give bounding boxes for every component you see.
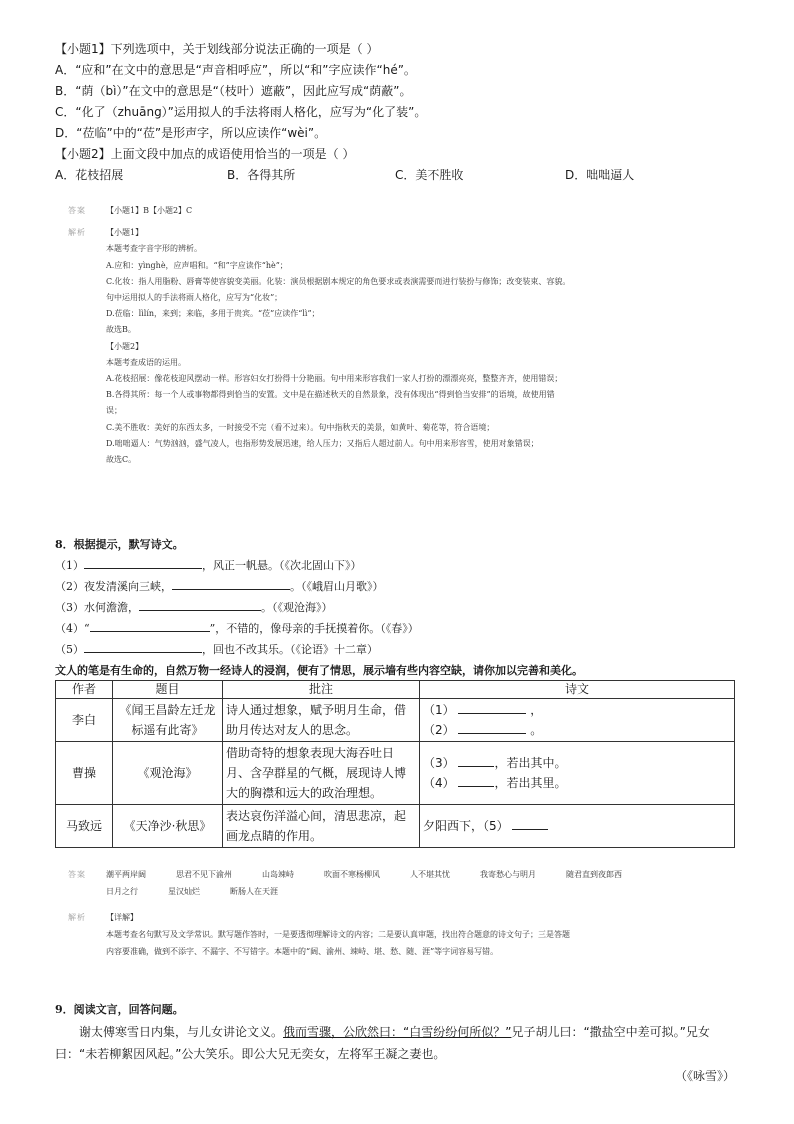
explanation-body [106,225,748,468]
question-9 [55,999,745,1087]
title-cell: 《天净沙·秋思》 [113,805,223,848]
dictation-item-1 [55,555,755,576]
answer-word: 吹面不寒杨柳风 [324,870,380,879]
answer-word: 日月之行 [106,887,138,896]
question-8 [55,534,755,681]
poem-exhibition-table [55,680,735,848]
subquestion-2-stem: 【小题2】上面文段中加点的成语使用恰当的一项是（ ） [55,147,355,161]
subquestion-1-stem: 【小题1】下列选项中，关于划线部分说法正确的一项是（ ） [55,42,379,56]
explanation-line: 故选B。 [106,325,136,335]
question-8-heading: 8．根据提示，默写诗文。 [55,538,184,551]
item-number: （4） [423,776,455,790]
explanation-line: D.咄咄逼人：气势汹汹，盛气凌人，也指形势发展迅速，给人压力；又指后人超过前人。句中用来形容雪，使用对象错误； [106,438,539,448]
exhibition-intro: 文人的笔是有生命的，自然万物一经诗人的浸润，便有了情思，展示墙有些内容空缺，请你加以完善和美化。 [55,664,583,677]
explanation-line: D.莅临：lìlín，来到；来临，多用于贵宾。“莅”应读作“lì”； [106,309,320,319]
option-d: D．“莅临”中的“莅”是形声字，所以应读作“wèi”。 [55,126,327,140]
dictation-item-3 [55,597,755,618]
item-text: （2）夜发清溪向三峡， [55,580,172,593]
answer-text: 【小题1】B【小题2】C [106,206,193,215]
answer-word: 思君不见下渝州 [176,870,232,879]
answer-tag: 答案 [68,206,86,215]
table-row [56,742,735,805]
table-row [56,805,735,848]
item-number: （1） [55,559,84,572]
header-note: 批注 [223,681,420,699]
dictation-item-4 [55,618,755,639]
blank-line[interactable] [84,556,202,569]
blank-line[interactable] [458,721,526,734]
passage-line-2: 曰：“未若柳絮因风起。”公大笑乐。即公大兄无奕女，左将军王凝之妻也。 [55,1047,446,1061]
note-cell: 诗人通过想象，赋予明月生命，借助月传达对友人的思念。 [223,699,420,742]
title-cell: 《观沧海》 [113,742,223,805]
item-number: （1） [423,703,455,717]
explanation-line: 内容要准确，做到不添字、不漏字、不写错字。本题中的“阔、渝州、竦峙、堪、愁、随、涯”等字词容易写错。 [106,947,499,956]
subquestion-2-options [55,165,745,186]
explanation-line: A.应和：yìnghè，应声唱和。“和”字应读作“hè”； [106,260,288,270]
author-cell: 马致远 [56,805,113,848]
answer-block-1 [68,203,748,468]
item-text: （4）“ [55,622,90,635]
table-row [56,699,735,742]
answer-word: 随君直到夜郎西 [566,870,622,879]
item-text: ”，不错的，像母亲的手抚摸着你。（《春》） [209,622,419,635]
underlined-passage: 俄而雪骤，公欣然曰：“白雪纷纷何所似？” [283,1025,512,1039]
header-poem: 诗文 [420,681,735,699]
dictation-item-5 [55,639,755,660]
classical-passage [55,1021,745,1043]
explanation-line: 【小题2】 [106,341,144,351]
blank-line[interactable] [139,598,261,611]
item-number: （2） [423,723,455,737]
question-7-subquestions [55,39,745,186]
poem-cell: （1） ， （2） 。 [420,699,735,742]
answer-block-2 [68,866,758,900]
explanation-line: 误； [106,406,122,416]
passage-source: （《咏雪》） [674,1069,735,1083]
item-text: （3）水何澹澹， [55,601,139,614]
table-header-row [56,681,735,699]
idiom-option-c: C．美不胜收 [395,168,464,182]
explanation-line: 故选C。 [106,455,137,465]
poem-text: ，若出其里。 [494,776,567,790]
answer-word: 潮平两岸阔 [106,870,146,879]
dictation-item-2 [55,576,755,597]
blank-line[interactable] [84,640,202,653]
explanation-line: B.各得其所：每一个人或事物都得到恰当的安置。文中是在描述秋天的自然景象，没有体现出“得到恰当安排”的语境，故使用错 [106,390,555,400]
header-title: 题目 [113,681,223,699]
item-text: 。（《观沧海》） [261,601,333,614]
explanation-line: A.花枝招展：像花枝迎风摆动一样。形容妇女打扮得十分艳丽。句中用来形容我们一家人打扮的漂漂亮亮，整整齐齐，使用错误； [106,374,563,384]
answer-words [106,866,758,900]
explanation-line: C.化妆：指人用脂粉、唇膏等使容貌变美丽。化装：演员根据剧本规定的角色要求或表演需要而进行装扮与修饰；改变装束、容貌。 [106,276,571,286]
blank-line[interactable] [458,774,494,787]
author-cell: 李白 [56,699,113,742]
option-b: B．“荫（bì）”在文中的意思是“（枝叶）遮蔽”，因此应写成“荫蔽”。 [55,84,412,98]
explanation-line: 本题考查成语的运用。 [106,357,186,367]
poem-cell [420,742,735,805]
passage-text: 谢太傅寒雪日内集，与儿女讲论文义。 [79,1025,284,1039]
answer-word: 山岛竦峙 [262,870,294,879]
idiom-option-d: D．咄咄逼人 [565,168,635,182]
item-number: （3） [423,756,455,770]
poem-text: 夕阳西下，（5） [423,819,509,833]
title-cell: 《闻王昌龄左迁龙标遥有此寄》 [113,699,223,742]
blank-line[interactable] [172,577,290,590]
explanation-line: 本题考查字音字形的辨析。 [106,244,202,254]
passage-text: 兄子胡儿曰：“撒盐空中差可拟。”兄女 [511,1025,710,1039]
explanation-line: 【小题1】 [106,228,144,238]
blank-line[interactable] [458,754,494,767]
header-author: 作者 [56,681,113,699]
answer-word: 人不堪其忧 [410,870,450,879]
question-9-heading: 9．阅读文言，回答问题。 [55,1003,184,1016]
item-text: ，回也不改其乐。（《论语》十二章） [202,643,378,656]
explanation-line: 句中运用拟人的手法将雨人格化，应写为“化妆”； [106,293,283,303]
option-a: A．“应和”在文中的意思是“声音相呼应”，所以“和”字应读作“hé”。 [55,63,416,77]
idiom-option-a: A．花枝招展 [55,168,124,182]
explanation-body [106,909,758,960]
poem-cell [420,805,735,848]
explanation-tag: 解析 [68,913,86,922]
explanation-block-2 [68,909,758,960]
item-text: ，风正一帆悬。（《次北固山下》） [202,559,362,572]
item-text: 。（《峨眉山月歌》） [290,580,384,593]
blank-line[interactable] [90,619,210,632]
explanation-line: 本题考查名句默写及文学常识。默写题作答时，一是要透彻理解诗文的内容；二是要认真审题，找出符合题意的诗文句子；三是答题 [106,930,570,939]
explanation-line: 【详解】 [106,913,138,922]
explanation-line: C.美不胜收：美好的东西太多，一时接受不完（看不过来）。句中指秋天的美景，如黄叶、菊花等，符合语境； [106,422,495,432]
answer-word: 星汉灿烂 [168,887,200,896]
author-cell: 曹操 [56,742,113,805]
answer-word: 我寄愁心与明月 [480,870,536,879]
item-number: （5） [55,643,84,656]
poem-text: ，若出其中。 [494,756,567,770]
note-cell: 表达哀伤洋溢心间，清思悲凉，起画龙点睛的作用。 [223,805,420,848]
explanation-tag: 解析 [68,228,86,238]
idiom-option-b: B．各得其所 [227,168,296,182]
option-c: C．“化了（zhuāng）”运用拟人的手法将雨人格化，应写为“化了装”。 [55,105,427,119]
answer-word: 断肠人在天涯 [230,887,278,896]
blank-line[interactable] [512,817,548,830]
blank-line[interactable] [458,701,526,714]
note-cell: 借助奇特的想象表现大海吞吐日月、含孕群星的气概，展现诗人博大的胸襟和远大的政治理想。 [223,742,420,805]
answer-tag: 答案 [68,870,86,879]
